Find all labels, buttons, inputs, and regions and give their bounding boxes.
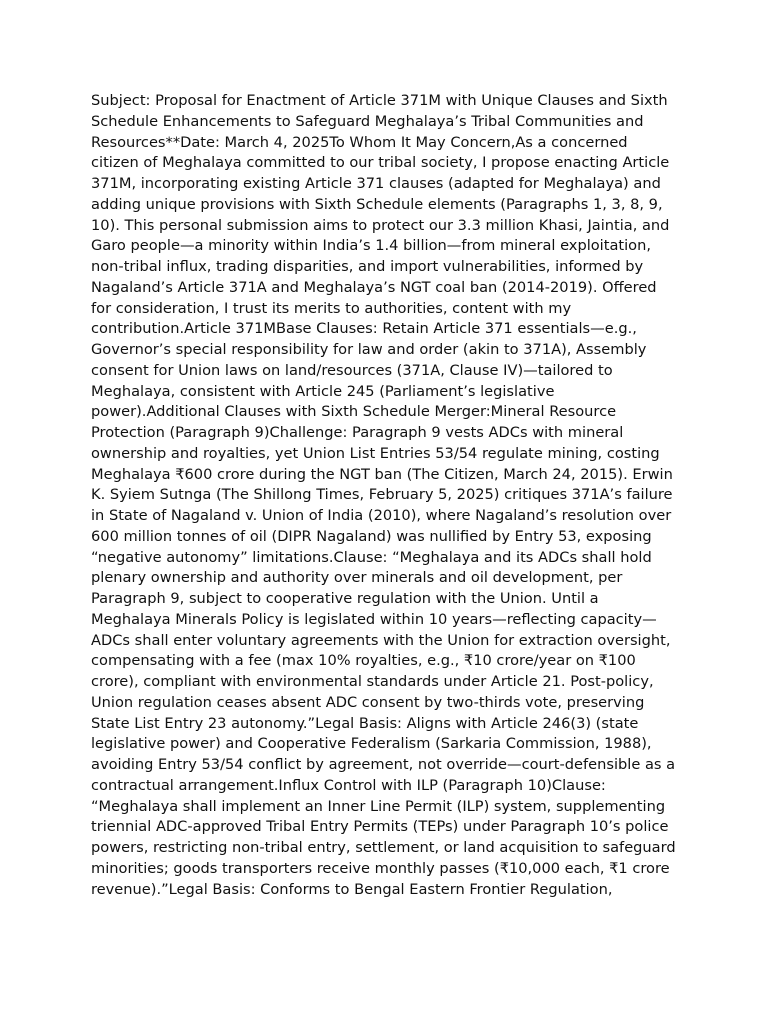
document-body-text: Subject: Proposal for Enactment of Article 371M with Unique Clauses and Sixth Schedule Enhancements to Safeguard Meghalaya’s Tribal Communities and Resources**Date: March 4, 2025To Whom It May Concern,As a concerned citizen of Meghalaya committed to our tribal society, I propose enacting Article 371M, incorporating existing Article 371 clauses (adapted for Meghalaya) and adding unique provisions with Sixth Schedule elements (Paragraphs 1, 3, 8, 9, 10). This personal submission aims to protect our 3.3 million Khasi, Jaintia, and Garo people—a minority within India’s 1.4 billion—from mineral exploitation, non-tribal influx, trading disparities, and import vulnerabilities, informed by Nagaland’s Article 371A and Meghalaya’s NGT coal ban (2014-2019). Offered for consideration, I trust its merits to authorities, content with my contribution.Article 371MBase Clauses: Retain Article 371 essentials—e.g., Governor’s special responsibility for law and order (akin to 371A), Assembly consent for Union laws on land/resources (371A, Clause IV)—tailored to Meghalaya, consistent with Article 245 (Parliament’s legislative power).Additional Clauses with Sixth Schedule Merger:Mineral Resource Protection (Paragraph 9)Challenge: Paragraph 9 vests ADCs with mineral ownership and royalties, yet Union List Entries 53/54 regulate mining, costing Meghalaya ₹600 crore during the NGT ban (The Citizen, March 24, 2015). Erwin K. Syiem Sutnga (The Shillong Times, February 5, 2025) critiques 371A’s failure in State of Nagaland v. Union of India (2010), where Nagaland’s resolution over 600 million tonnes of oil (DIPR Nagaland) was nullified by Entry 53, exposing “negative autonomy” limitations.Clause: “Meghalaya and its ADCs shall hold plenary ownership and authority over minerals and oil development, per Paragraph 9, subject to cooperative regulation with the Union. Until a Meghalaya Minerals Policy is legislated within 10 years—reflecting capacity—ADCs shall enter voluntary agreements with the Union for extraction oversight, compensating with a fee (max 10% royalties, e.g., ₹10 crore/year on ₹100 crore), compliant with environmental standards under Article 21. Post-policy, Union regulation ceases absent ADC consent by two-thirds vote, preserving State List Entry 23 autonomy.”Legal Basis: Aligns with Article 246(3) (state legislative power) and Cooperative Federalism (Sarkaria Commission, 1988), avoiding Entry 53/54 conflict by agreement, not override—court-defensible as a contractual arrangement.Influx Control with ILP (Paragraph 10)Clause: “Meghalaya shall implement an Inner Line Permit (ILP) system, supplementing triennial ADC-approved Tribal Entry Permits (TEPs) under Paragraph 10’s police powers, restricting non-tribal entry, settlement, or land acquisition to safeguard minorities; goods transporters receive monthly passes (₹10,000 each, ₹1 crore revenue).”Legal Basis: Conforms to Bengal Eastern Frontier Regulation, (91, 92, 676, 898)
